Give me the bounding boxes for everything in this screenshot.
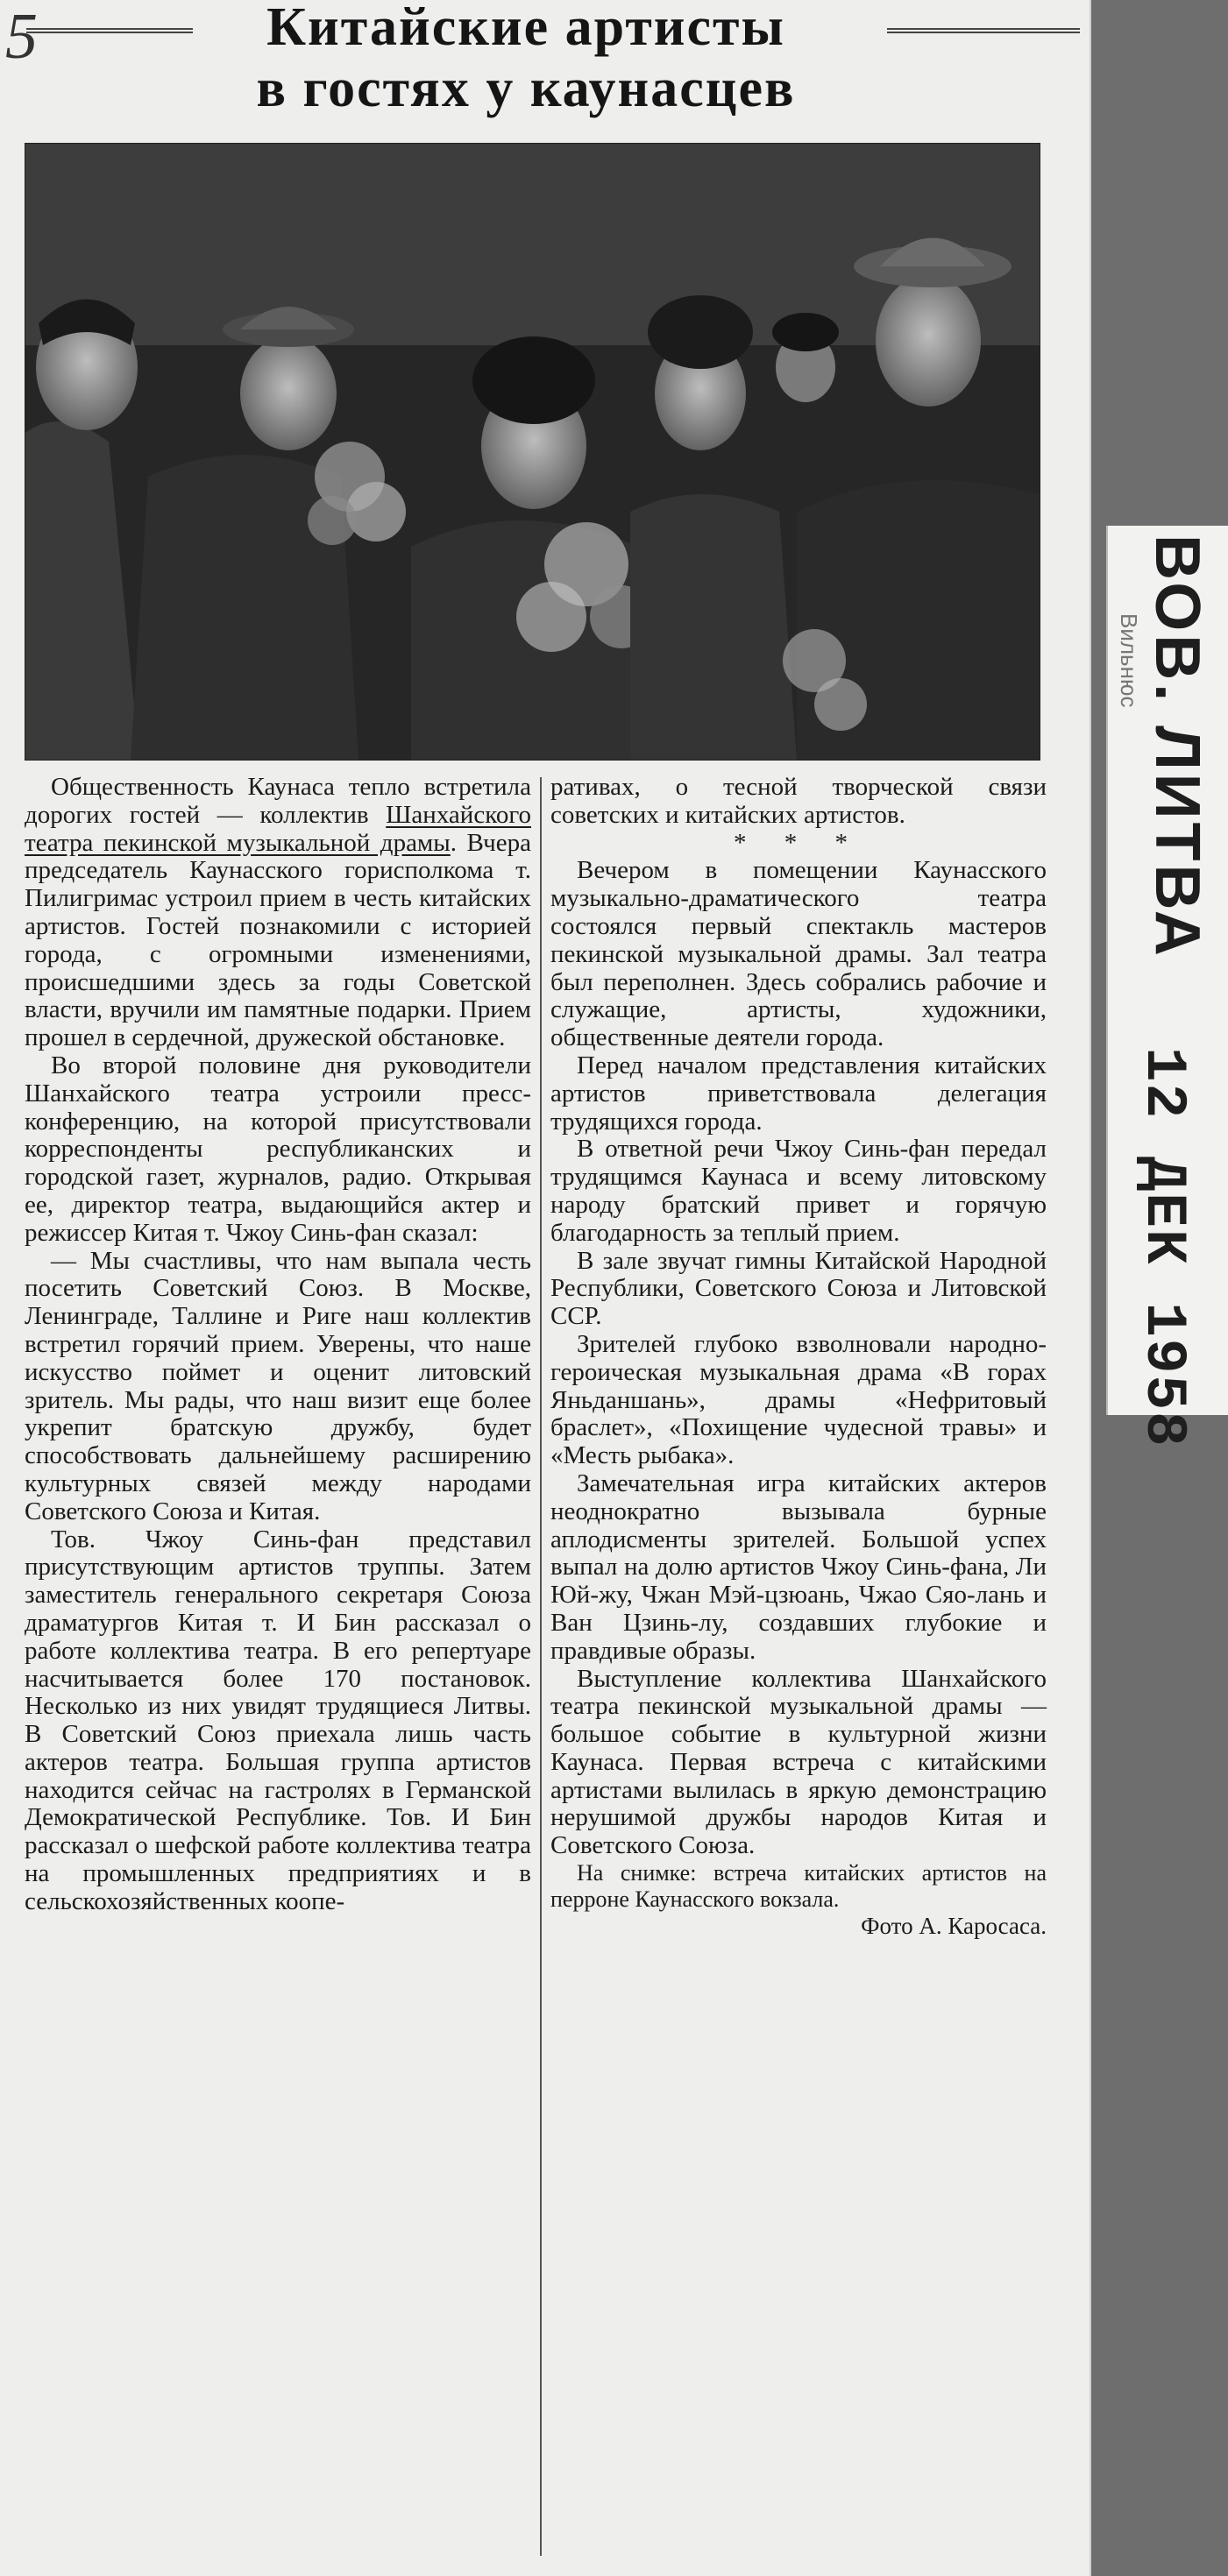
article-column-left: [25, 774, 531, 1916]
paragraph: Выступление коллектива Шанхайского театра пекинской музыкальной драмы — большое событие в культурной жизни Каунаса. Первая встреча с китайскими артистами вылилась в яркую демонстрацию нерушимой дружбы народов Китая и Советского Союза.: [550, 1664, 1047, 1860]
article-column-right: [550, 774, 1047, 1941]
paragraph: Перед началом представления китайских артистов приветствовала делегация трудящихся города.: [550, 1051, 1047, 1136]
paragraph: — Мы счастливы, что нам выпала честь посетить Советский Союз. В Москве, Ленинграде, Таллине и Риге наш коллектив встретил горячий прием. Уверены, что наше искусство поймет и оценит литовский зритель. Мы рады, что наш визит еще более укрепит братскую дружбу, будет способствовать дальнейшему расширению культурных связей между народами Советского Союза и Китая.: [25, 1246, 531, 1525]
paragraph: ративах, о тесной творческой связи советских и китайских артистов.: [550, 773, 1047, 829]
handwritten-mark: 5: [5, 1, 38, 73]
paragraph-text: Общественность Каунаса тепло встретила дорогих гостей — коллектив: [25, 773, 531, 829]
paragraph: В ответной речи Чжоу Синь-фан передал трудящимся Каунаса и всему литовскому народу братский привет и горячую благодарность за теплый прием.: [550, 1135, 1047, 1247]
date-stamp: 12 ДЕК 1958: [1131, 1047, 1196, 1448]
headline-line-2: в гостях у каунасцев: [256, 59, 796, 118]
paragraph: Во второй половине дня руководители Шанхайского театра устроили пресс-конференцию, на которой присутствовали корреспонденты республиканских и городской газет, журналов, радио. Открывая ее, директор театра, выдающийся актер и режиссер Китая т. Чжоу Синь-фан сказал:: [25, 1051, 531, 1247]
section-separator: * * *: [734, 828, 863, 857]
photo-credit: Фото А. Каросаса.: [861, 1913, 1047, 1940]
paragraph: [25, 774, 531, 1052]
underlined-text: Шанхайского театра пекинской музыкальной драмы: [25, 800, 531, 857]
newspaper-stamp-sub: Вильнюс: [1116, 613, 1142, 708]
paragraph: Вечером в помещении Каунасского музыкально-драматического театра состоялся первый спектакль мастеров пекинской музыкальной драмы. Зал театра был переполнен. Здесь собрались рабочие и служащие, артисты, художники, общественные деятели города.: [550, 856, 1047, 1052]
headline-line-1: Китайские артисты: [266, 0, 785, 57]
photo-people-crowd-icon: [25, 144, 1040, 760]
headline: [149, 0, 903, 119]
paragraph: Зрителей глубоко взволновали народно-героическая музыкальная драма «В горах Яньданшань», драмы «Нефритовый браслет», «Похищение чудесной травы» и «Месть рыбака».: [550, 1329, 1047, 1470]
newspaper-stamp: ВОВ. ЛИТВА: [1142, 534, 1212, 959]
paragraph: Тов. Чжоу Синь-фан представил присутствующим артистов труппы. Затем заместитель генерального секретаря Союза драматургов Китая т. И Бин рассказал о работе коллектива театра. В его репертуаре насчитывается более 170 постановок. Несколько из них увидят трудящиеся Литвы. В Советский Союз приехала лишь часть актеров театра. Большая группа артистов находится сейчас на гастролях в Германской Демократической Республике. Тов. И Бин рассказал о шефской работе коллектива театра на промышленных предприятиях и в сельскохозяйственных коопе-: [25, 1525, 531, 1915]
decorative-rule-right: [887, 28, 1080, 33]
paragraph: В зале звучат гимны Китайской Народной Республики, Советского Союза и Литовской ССР.: [550, 1246, 1047, 1331]
paragraph-text: . Вчера председатель Каунасского горисполкома т. Пилигримас устроил прием в честь китайских артистов. Гостей познакомили с историей города, с огромными изменениями, происшедшими здесь за годы Советской власти, вручили им памятные подарки. Прием прошел в сердечной, дружеской обстановке.: [25, 828, 531, 1052]
paragraph: Замечательная игра китайских актеров неоднократно вызывала бурные аплодисменты зрителей. Большой успех выпал на долю артистов Чжоу Синь-фана, Ли Юй-жу, Чжан Мэй-цзюань, Чжао Сяо-лань и Ван Цзинь-лу, создавших глубокие и правдивые образы.: [550, 1468, 1047, 1665]
news-photo: [25, 143, 1040, 761]
column-divider: [540, 777, 542, 2556]
photo-caption: На снимке: встреча китайских артистов на перроне Каунасского вокзала.: [550, 1860, 1047, 1913]
